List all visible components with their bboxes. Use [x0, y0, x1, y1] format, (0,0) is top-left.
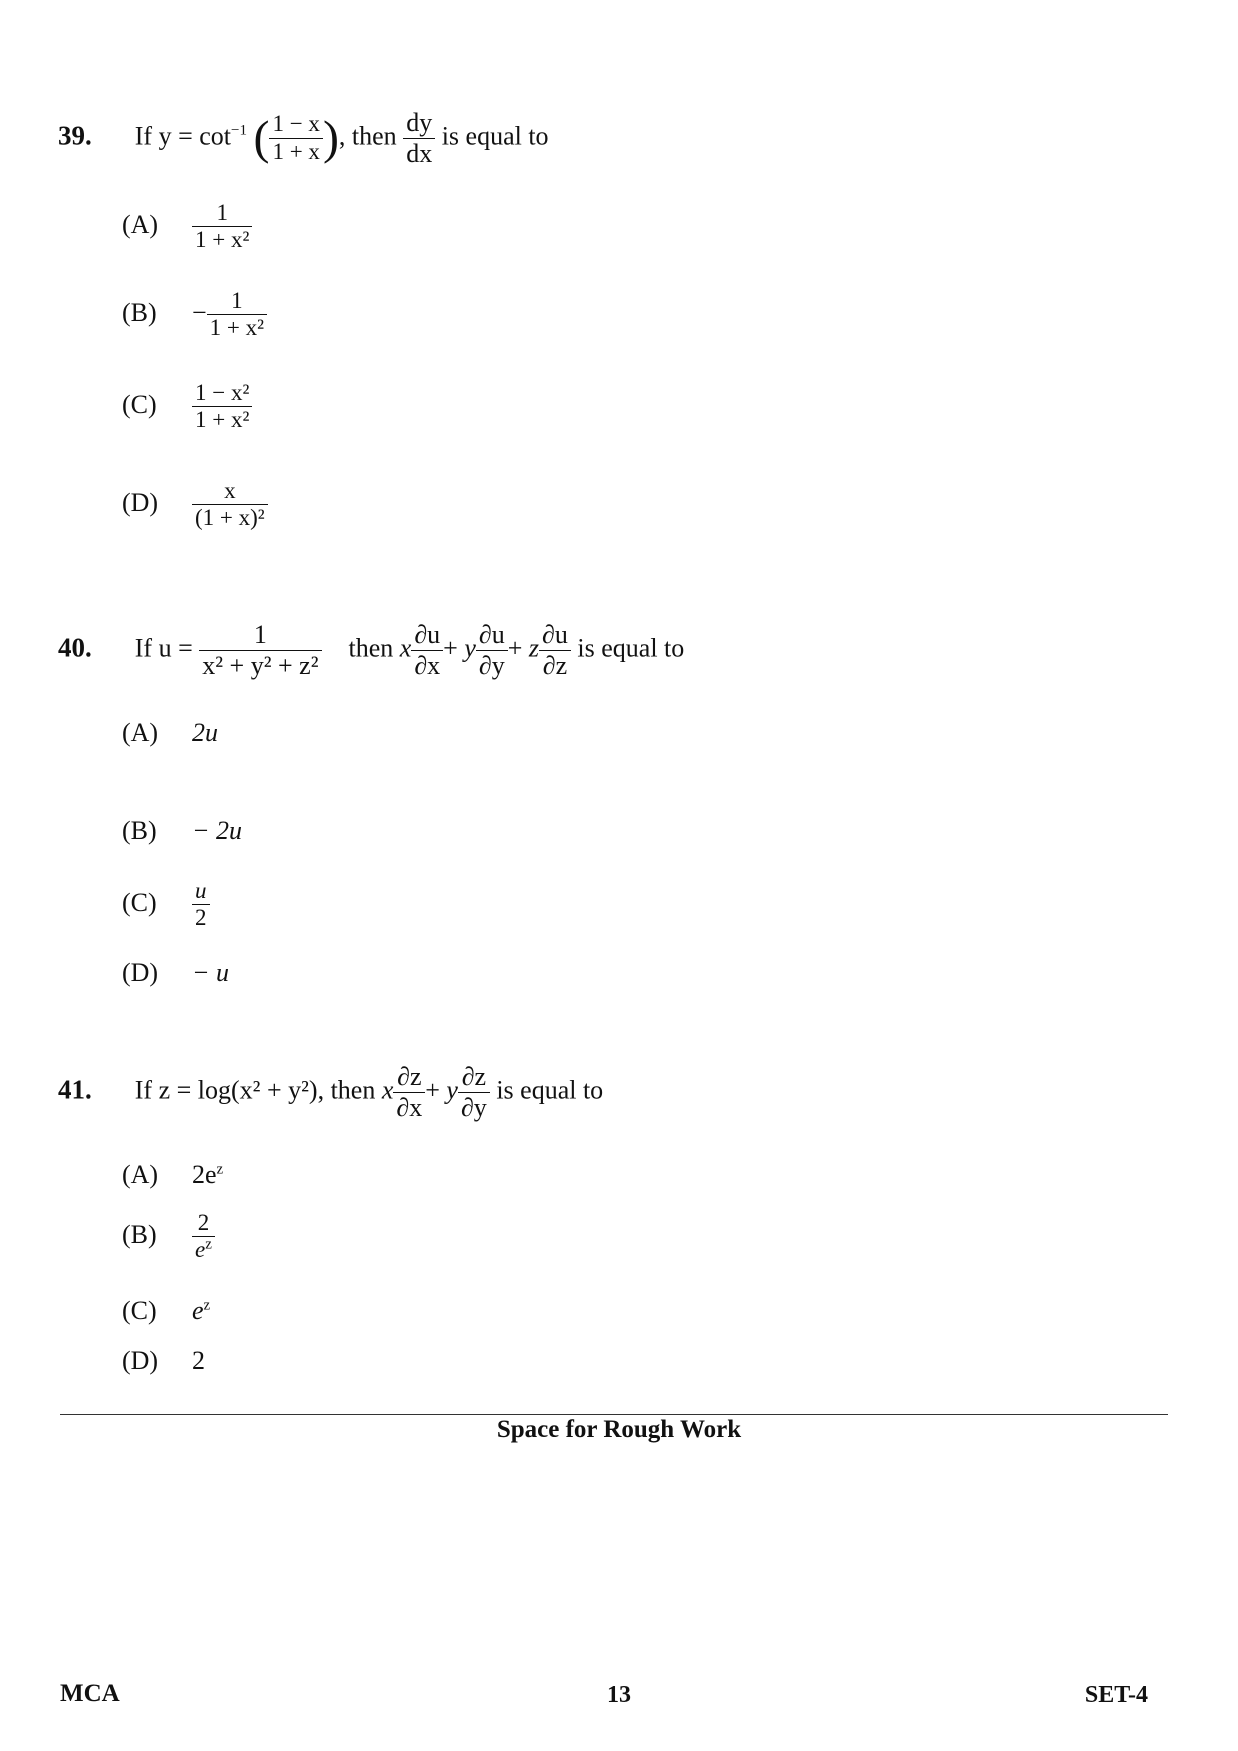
option-39-d [122, 478, 268, 532]
plus-operator: + [443, 633, 458, 663]
page-number: 13 [607, 1682, 631, 1708]
fraction-denominator: ∂x [396, 1092, 423, 1122]
then-text: then [348, 633, 394, 663]
denominator-base: e [195, 1237, 206, 1263]
fraction-denominator: ∂z [542, 650, 568, 680]
fraction-denominator: x² + y² + z² [202, 650, 319, 680]
fraction-denominator [192, 1237, 215, 1263]
question-stem-suffix: is equal to [496, 1075, 604, 1105]
option-value: e [192, 1296, 204, 1325]
fraction-numerator: ∂u [539, 620, 571, 651]
question-39 [58, 108, 549, 169]
option-value: 2u [192, 718, 218, 747]
fraction-denominator: 1 + x [272, 138, 320, 164]
option-label: (A) [122, 718, 159, 747]
option-label: (C) [122, 389, 157, 419]
question-stem-prefix: If u = [134, 633, 193, 663]
option-41-b [122, 1210, 215, 1264]
fraction-numerator: ∂u [411, 620, 443, 651]
fraction-numerator: ∂u [476, 620, 508, 651]
partial-derivative-fraction [539, 620, 571, 681]
option-39-c [122, 380, 252, 434]
option-label: (B) [122, 816, 157, 845]
fraction-denominator: 1 + x² [195, 407, 250, 433]
u-definition-fraction [199, 620, 321, 681]
option-label: (A) [122, 1160, 159, 1189]
rough-work-divider [60, 1414, 1168, 1415]
question-number: 39. [58, 120, 92, 151]
option-value: − u [192, 958, 230, 987]
term-coefficient: y [446, 1075, 458, 1105]
option-label: (D) [122, 958, 159, 987]
minus-sign: − [192, 297, 207, 327]
option-label: (B) [122, 297, 157, 327]
option-40-a [122, 718, 218, 748]
footer-left: MCA [60, 1680, 120, 1707]
option-41-a [122, 1160, 223, 1190]
question-number: 41. [58, 1074, 92, 1105]
question-stem-prefix: If y = cot [134, 121, 231, 151]
question-number: 40. [58, 632, 92, 663]
option-40-d [122, 958, 229, 988]
then-text: , then [338, 121, 397, 151]
term-coefficient: x [381, 1075, 394, 1105]
option-41-d [122, 1346, 205, 1376]
cot-argument-fraction [269, 111, 322, 165]
option-label: (B) [122, 1219, 157, 1249]
fraction-numerator: 1 [199, 620, 321, 651]
option-39-a [122, 200, 252, 254]
fraction-numerator: 1 [192, 200, 252, 227]
fraction-denominator: 1 + x² [209, 315, 265, 341]
option-label: (C) [122, 1296, 157, 1325]
option-fraction [192, 1210, 215, 1264]
inverse-sup: −1 [231, 122, 247, 139]
option-fraction [192, 200, 252, 254]
partial-derivative-fraction [411, 620, 443, 681]
fraction-numerator: dy [403, 108, 435, 139]
fraction-numerator: 1 − x² [192, 380, 252, 407]
option-exponent: z [203, 1297, 211, 1314]
partial-derivative-fraction [458, 1062, 490, 1123]
plus-operator: + [507, 633, 523, 663]
footer-right: SET-4 [1084, 1682, 1148, 1708]
denominator-exponent: z [205, 1236, 212, 1253]
partial-derivative-fraction [393, 1062, 425, 1123]
question-stem-prefix: If z = log(x² + y²), then [134, 1075, 376, 1105]
fraction-numerator: ∂z [393, 1062, 425, 1093]
fraction-numerator: 1 − x [269, 111, 322, 138]
option-fraction [207, 288, 267, 342]
question-stem-suffix: is equal to [441, 121, 549, 151]
option-label: (C) [122, 887, 157, 917]
fraction-denominator: ∂x [414, 650, 441, 680]
fraction-denominator: (1 + x)² [195, 505, 265, 531]
question-41 [58, 1062, 603, 1123]
fraction-denominator: dx [406, 138, 433, 168]
derivative-fraction [403, 108, 435, 169]
option-value: 2e [192, 1160, 217, 1189]
fraction-numerator: x [192, 478, 268, 505]
rough-work-heading: Space for Rough Work [496, 1416, 742, 1443]
fraction-numerator: 2 [192, 1210, 215, 1237]
option-label: (D) [122, 1346, 159, 1375]
fraction-numerator: u [192, 878, 210, 905]
question-stem-suffix: is equal to [577, 633, 685, 663]
option-fraction [192, 878, 210, 932]
option-40-c [122, 878, 210, 932]
option-value: − 2u [192, 816, 243, 845]
option-40-b [122, 816, 242, 846]
option-label: (A) [122, 209, 159, 239]
plus-operator: + [425, 1075, 440, 1105]
fraction-denominator: 2 [195, 905, 207, 931]
option-value: 2 [192, 1346, 205, 1375]
term-coefficient: x [399, 633, 412, 663]
right-paren: ) [322, 111, 339, 165]
fraction-numerator: ∂z [458, 1062, 490, 1093]
term-coefficient: y [464, 633, 476, 663]
option-fraction [192, 380, 252, 434]
option-41-c [122, 1296, 210, 1326]
fraction-numerator: 1 [207, 288, 267, 315]
option-39-b [122, 288, 267, 342]
fraction-denominator: 1 + x² [195, 227, 250, 253]
term-coefficient: z [528, 633, 540, 663]
option-label: (D) [122, 487, 159, 517]
partial-derivative-fraction [476, 620, 508, 681]
left-paren: ( [253, 111, 270, 165]
option-exponent: z [216, 1161, 224, 1178]
fraction-denominator: ∂y [478, 650, 505, 680]
option-fraction [192, 478, 268, 532]
fraction-denominator: ∂y [460, 1092, 487, 1122]
question-40 [58, 620, 684, 681]
